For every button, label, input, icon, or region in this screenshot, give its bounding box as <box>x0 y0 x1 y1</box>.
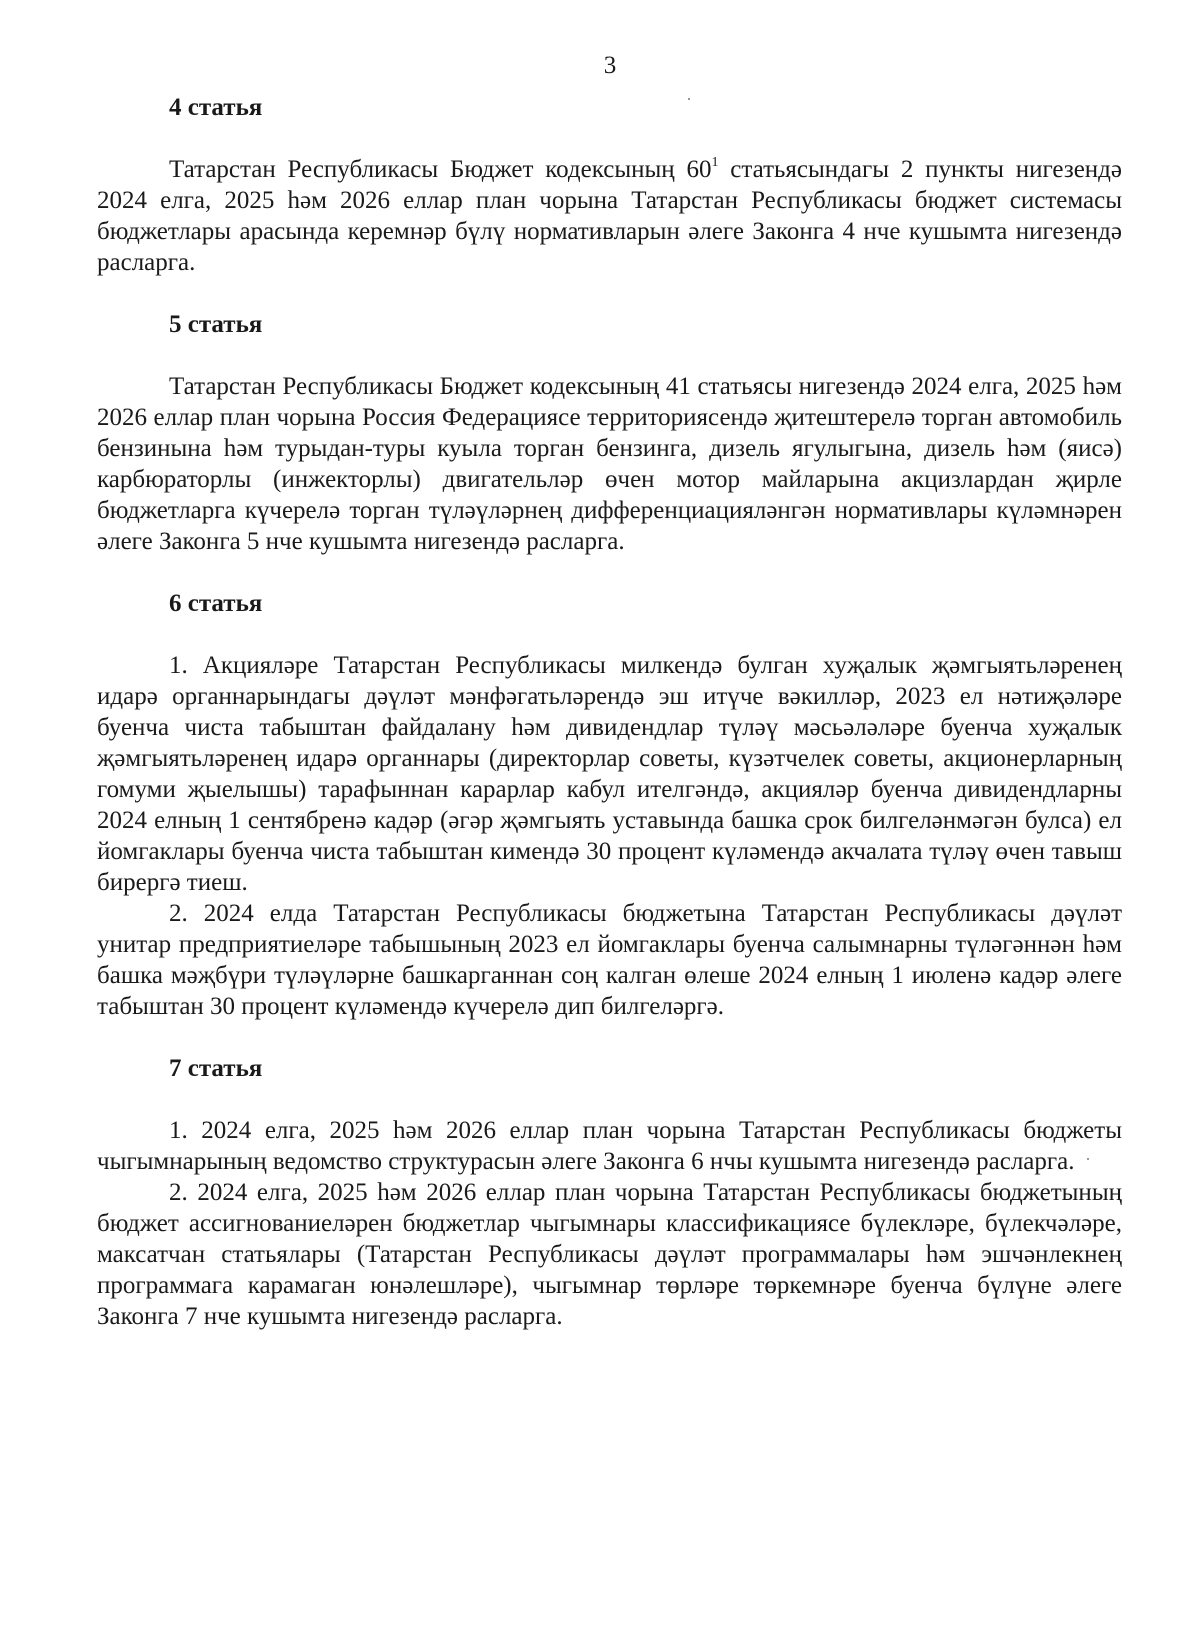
paragraph-text: статьясындагы 2 пункты нигезендә 2024 елга, 2025 һәм 2026 еллар план чорына Татарстан Республикасы бюджет системасы бюджетлары арасында керемнәр бүлү нормативларын әлеге Законга 4 нче кушымта нигезендә расларга. <box>97 156 1122 276</box>
article-7 <box>97 1053 1122 1332</box>
article-paragraph <box>97 154 1122 278</box>
page-number: 3 <box>603 52 617 79</box>
paragraph-text: Татарстан Республикасы Бюджет кодексының 60 <box>169 156 712 183</box>
superscript: 1 <box>711 155 719 170</box>
article-paragraph: 2. 2024 елда Татарстан Республикасы бюджетына Татарстан Республикасы дәүләт унитар предприятиеләре табышының 2023 ел йомгаклары буенча салымнарны түләгәннән һәм башка мәҗбүри түләүләрне башкарганнан соң калган өлеше 2024 елның 1 июленә кадәр әлеге табыштан 30 процент күләмендә күчерелә дип билгеләргә. <box>97 900 1122 1020</box>
article-heading: 5 статья <box>169 311 263 338</box>
article-heading: 6 статья <box>169 590 263 617</box>
article-paragraph: 1. 2024 елга, 2025 һәм 2026 еллар план чорына Татарстан Республикасы бюджеты чыгымнарының ведомство структурасын әлеге Законга 6 нчы кушымта нигезендә расларга. <box>97 1117 1122 1175</box>
article-heading: 7 статья <box>169 1055 263 1082</box>
document-body <box>97 92 1122 1332</box>
article-paragraph: Татарстан Республикасы Бюджет кодексының 41 статьясы нигезендә 2024 елга, 2025 һәм 2026 еллар план чорына Россия Федерациясе территориясендә җитештерелә торган автомобиль бензинына һәм турыдан-туры куыла торган бензинга, дизель ягулыгына, дизель һәм (яисә) карбюраторлы (инжекторлы) двигательләр өчен мотор майларына акцизлардан җирле бюджетларга күчерелә торган түләүләрнең дифференциацияләнгән нормативлары күләмнәрен әлеге Законга 5 нче кушымта нигезендә расларга. <box>97 373 1122 555</box>
article-heading: 4 статья <box>169 94 263 121</box>
article-5 <box>97 309 1122 557</box>
article-6 <box>97 588 1122 1022</box>
article-paragraph: 2. 2024 елга, 2025 һәм 2026 еллар план чорына Татарстан Республикасы бюджетының бюджет ассигнованиеләрен бюджетлар чыгымнары классификациясе бүлекләре, бүлекчәләре, максатчан статьялары (Татарстан Республикасы дәүләт программалары һәм эшчәнлекнең программага карамаган юнәлешләре), чыгымнар төрләре төркемнәре буенча бүлүне әлеге Законга 7 нче кушымта нигезендә расларга. <box>97 1179 1122 1330</box>
article-4 <box>97 92 1122 278</box>
article-paragraph: 1. Акцияләре Татарстан Республикасы милкендә булган хуҗалык җәмгыятьләренең идарә органнарындагы дәүләт мәнфәгатьләрендә эш итүче вәкилләр, 2023 ел нәтиҗәләре буенча чиста табыштан файдалану һәм дивидендлар түләү мәсьәләләре буенча хуҗалык җәмгыятьләренең идарә органнары (директорлар советы, күзәтчелек советы, акционерларның гомуми җыелышы) тарафыннан карарлар кабул ителгәндә, акцияләр буенча дивидендларны 2024 елның 1 сентябренә кадәр (әгәр җәмгыять уставында башка срок билгеләнмәгән булса) ел йомгаклары буенча чиста табыштан кимендә 30 процент күләмендә акчалата түләү өчен тавыш бирергә тиеш. <box>97 652 1122 896</box>
